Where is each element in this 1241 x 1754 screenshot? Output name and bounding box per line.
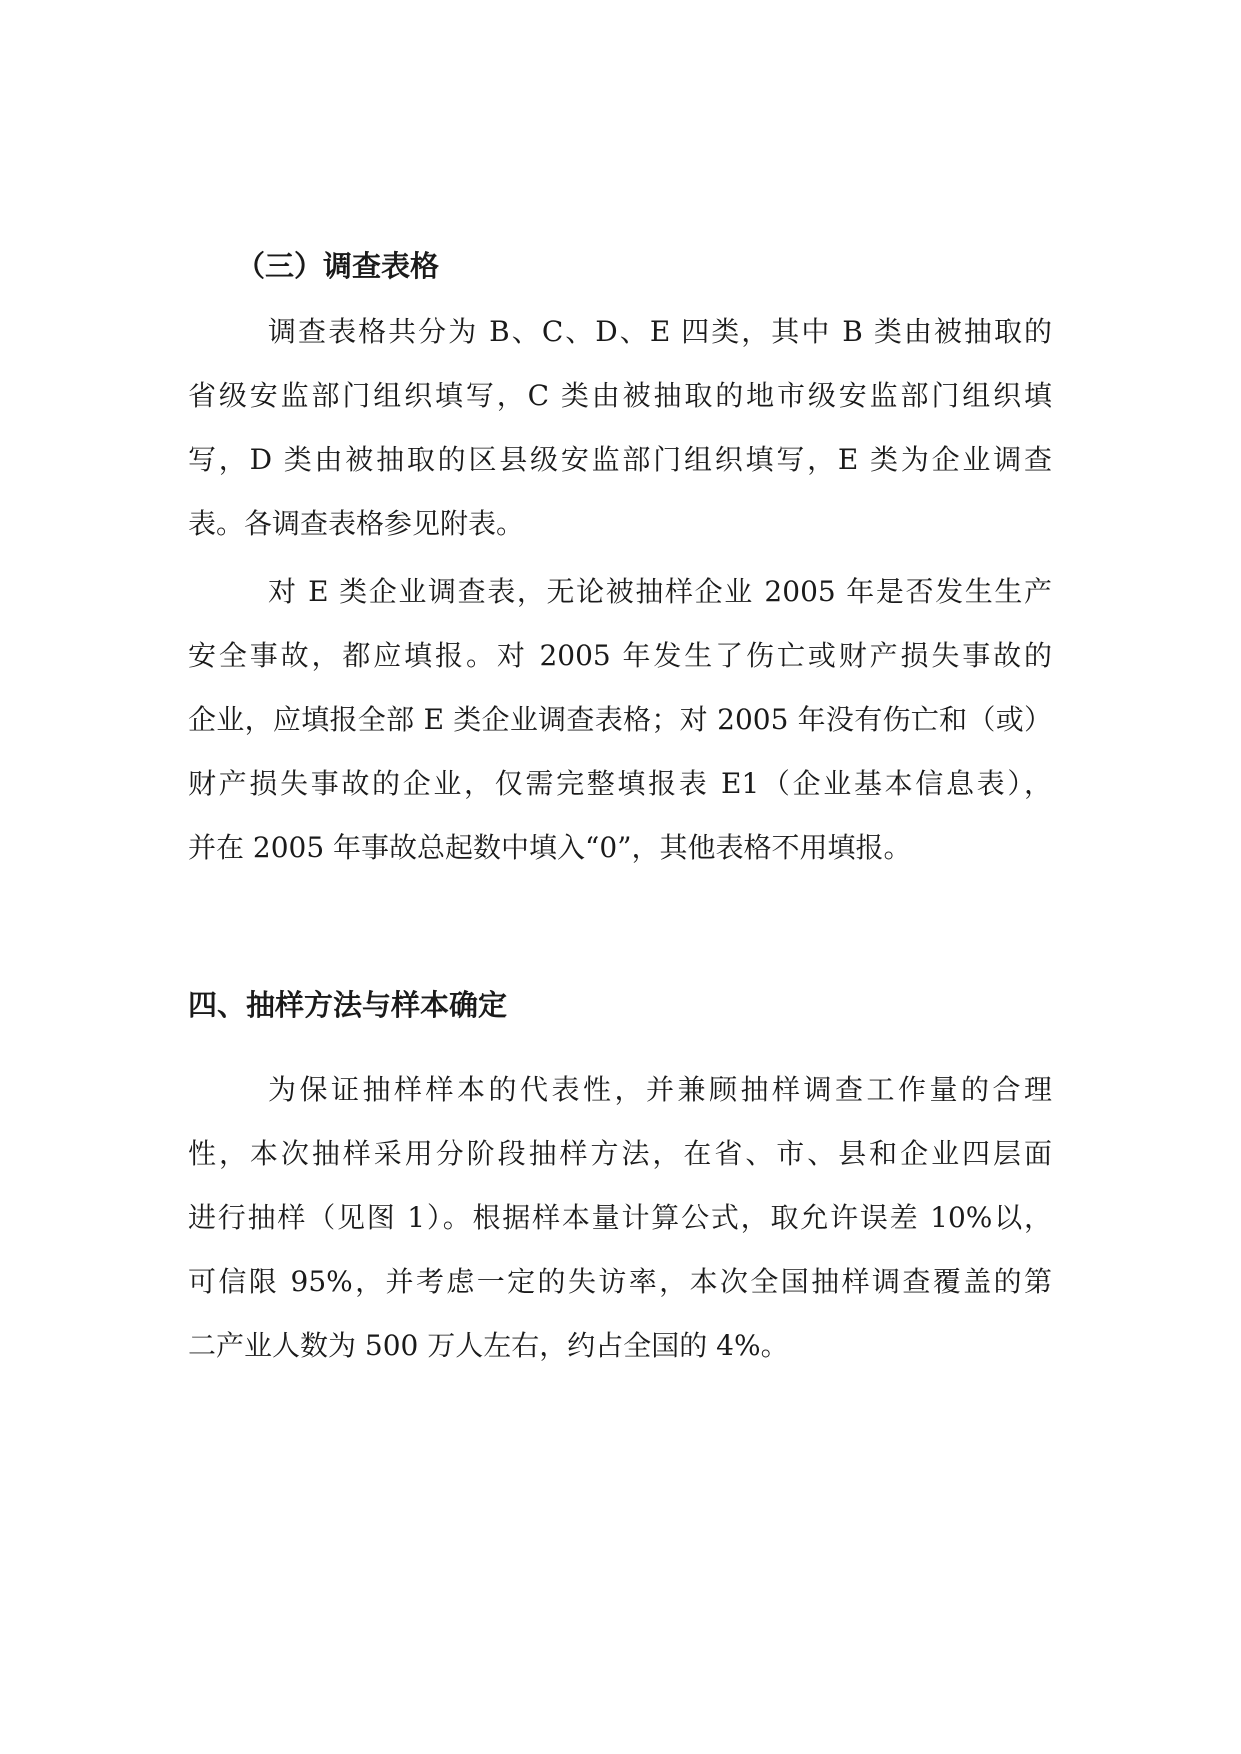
paragraph-line: 写，D 类由被抽取的区县级安监部门组织填写，E 类为企业调查 — [188, 443, 1052, 476]
paragraph-line: 表。各调查表格参见附表。 — [188, 507, 525, 540]
paragraph-line: 性，本次抽样采用分阶段抽样方法，在省、市、县和企业四层面 — [188, 1137, 1052, 1170]
paragraph-form-categories — [188, 300, 1052, 556]
paragraph-line: 进行抽样（见图 1）。根据样本量计算公式，取允许误差 10%以， — [188, 1201, 1052, 1234]
paragraph-line: 可信限 95%，并考虑一定的失访率，本次全国抽样调查覆盖的第 — [188, 1265, 1052, 1298]
paragraph-line: 企业，应填报全部 E 类企业调查表格；对 2005 年没有伤亡和（或） — [188, 703, 1052, 736]
paragraph-line: 财产损失事故的企业，仅需完整填报表 E1（企业基本信息表）， — [188, 767, 1052, 800]
paragraph-line: 省级安监部门组织填写，C 类由被抽取的地市级安监部门组织填 — [188, 379, 1052, 412]
subsection-heading-survey-forms: （三）调查表格 — [236, 249, 440, 283]
paragraph-line: 调查表格共分为 B、C、D、E 四类，其中 B 类由被抽取的 — [268, 315, 1052, 348]
paragraph-enterprise-reporting — [188, 560, 1052, 880]
paragraph-sampling-method — [188, 1058, 1052, 1378]
paragraph-line: 对 E 类企业调查表，无论被抽样企业 2005 年是否发生生产 — [268, 575, 1052, 608]
paragraph-line: 二产业人数为 500 万人左右，约占全国的 4%。 — [188, 1329, 789, 1362]
section-heading-sampling-method: 四、抽样方法与样本确定 — [188, 988, 508, 1022]
paragraph-line: 并在 2005 年事故总起数中填入“0”，其他表格不用填报。 — [188, 831, 912, 864]
paragraph-line: 为保证抽样样本的代表性，并兼顾抽样调查工作量的合理 — [268, 1073, 1052, 1106]
paragraph-line: 安全事故，都应填报。对 2005 年发生了伤亡或财产损失事故的 — [188, 639, 1052, 672]
